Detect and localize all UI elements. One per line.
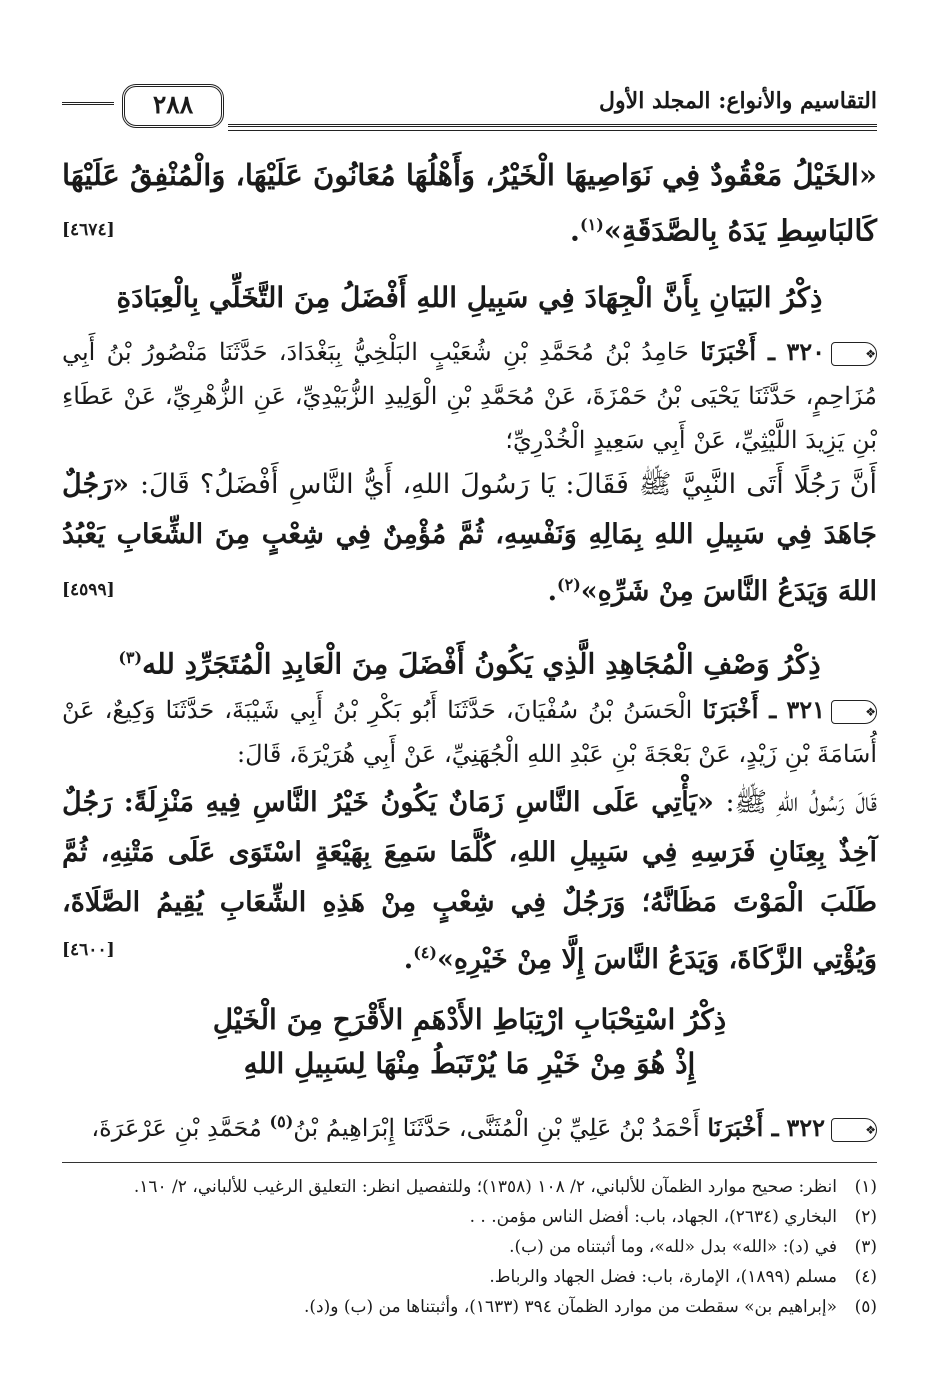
heading-text: ذِكْرُ وَصْفِ الْمُجَاهِدِ الَّذِي يَكُونُ أَفْضَلَ مِنَ الْعَابِدِ الْمُتَجَرِّدِ لله [142, 647, 821, 681]
book-page [62, 60, 877, 1350]
page-number: ٢٨٨ [122, 84, 224, 128]
hadith-ref: [٤٥٩٩] [62, 580, 115, 600]
hadith-ref: [٤٦٧٤] [62, 220, 115, 240]
footnote-number: (٥) [854, 1297, 877, 1317]
section-heading: إِذْ هُوَ مِنْ خَيْرِ مَا يُرْتَبَطُ مِنْهَا لِسَبِيلِ اللهِ [243, 1047, 696, 1080]
footnote-number: (٤) [854, 1267, 877, 1287]
hadith-320-isnad [62, 330, 877, 462]
footnote-mark: (٢) [557, 575, 581, 594]
period: . [569, 213, 581, 248]
hadith-ref: [٤٦٠٠] [62, 940, 115, 960]
isnad-text: الْحَسَنُ بْنُ سُفْيَانَ، حَدَّثَنَا أَبُو بَكْرِ بْنُ أَبِي شَيْبَةَ، حَدَّثَنَا وَكِيعٌ، عَنْ أُسَامَةَ بْنِ زَيْدٍ، عَنْ بَعْجَةَ بْنِ عَبْدِ اللهِ الْجُهَنِيِّ، عَنْ أَبِي هُرَيْرَةَ، قَالَ: [62, 696, 877, 768]
hadith-ornament-icon: ❖ [831, 1118, 877, 1142]
footnote-mark: (٣) [118, 648, 143, 667]
footnote-mark: (١) [580, 215, 604, 234]
matn-text: «رَجُلٌ جَاهَدَ فِي سَبِيلِ اللهِ بِمَالِهِ وَنَفْسِهِ، ثُمَّ مُؤْمِنٌ فِي شِعْبٍ مِنَ الشِّعَابِ يَعْبُدُ اللهَ وَيَدَعُ النَّاسَ مِنْ شَرِّهِ» [62, 469, 877, 607]
footnote-number: (١) [854, 1177, 877, 1197]
hadith-ornament-icon: ❖ [831, 700, 877, 724]
header-rule-right-thin [228, 130, 877, 131]
footnote-text: انظر: صحيح موارد الظمآن للألباني، ٢/ ١٠٨ (١٣٥٨)؛ وللتفصيل انظر: التعليق الرغيب للألباني، ٢/ ١٦٠. [133, 1177, 837, 1197]
footnote-text: في (د): «الله» بدل «لله»، وما أثبتناه من (ب). [509, 1237, 837, 1257]
header-rule-right [228, 124, 877, 127]
hadith-321-matn [62, 778, 877, 985]
isnad-text: حَامِدُ بْنُ مُحَمَّدِ بْنِ شُعَيْبٍ البَلْخِيُّ بِبَغْدَادَ، حَدَّثَنَا مَنْصُورُ بْنُ أَبِي مُزَاحِمٍ، حَدَّثَنَا يَحْيَى بْنُ حَمْزَةَ، عَنْ مُحَمَّدِ بْنِ الْوَلِيدِ الزُّبَيْدِيِّ، عَنِ الزُّهْرِيِّ، عَنْ عَطَاءِ بْنِ يَزِيدَ اللَّيْثِيِّ، عَنْ أَبِي سَعِيدٍ الْخُدْرِيِّ؛ [62, 338, 878, 454]
header-rule-left [62, 102, 114, 105]
matn-intro: أَنَّ رَجُلًا أَتَى النَّبِيَّ ﷺ فَقَالَ: يَا رَسُولَ اللهِ، أَيُّ النَّاسِ أَفْضَلُ؟ قَالَ: [139, 469, 878, 500]
matn-text: «يَأْتِي عَلَى النَّاسِ زَمَانٌ يَكُونُ خَيْرُ النَّاسِ فِيهِ مَنْزِلَةً: رَجُلٌ آخِذٌ بِعِنَانِ فَرَسِهِ فِي سَبِيلِ اللهِ، كُلَّمَا سَمِعَ بِهَيْعَةٍ اسْتَوَى عَلَى مَتْنِهِ، ثُمَّ طَلَبَ الْمَوْتَ مَظَانَّهُ؛ وَرَجُلٌ فِي شِعْبٍ مِنْ هَذِهِ الشِّعَابِ يُقِيمُ الصَّلَاةَ، وَيُؤْتِي الزَّكَاةَ، وَيَدَعُ النَّاسَ إِلَّا مِنْ خَيْرِهِ» [62, 787, 877, 975]
hadith-line: كَالبَاسِطِ يَدَهُ بِالصَّدَقَةِ» [603, 213, 877, 248]
footnote [62, 1202, 877, 1232]
footnote [62, 1262, 877, 1292]
hadith-number: ٣٢٠ [786, 337, 825, 366]
period: . [403, 944, 414, 975]
footnote-text: مسلم (١٨٩٩)، الإمارة، باب: فضل الجهاد والرباط. [489, 1267, 837, 1287]
page-header [62, 88, 877, 128]
footnote-mark: (٥) [269, 1112, 294, 1131]
hadith-text-block1 [62, 150, 877, 256]
hadith-320-matn [62, 460, 877, 617]
footnote [62, 1292, 877, 1322]
footnote-number: (٣) [854, 1237, 877, 1257]
running-title: التقاسيم والأنواع: المجلد الأول [599, 88, 877, 114]
hadith-ornament-icon: ❖ [831, 342, 877, 366]
footnote [62, 1232, 877, 1262]
footnote [62, 1172, 877, 1202]
hadith-321-isnad [62, 688, 877, 776]
hadith-label: ـ أَخْبَرَنَا [707, 1113, 779, 1142]
matn-intro: قَالَ رَسُولُ اللهِ ﷺ: [725, 787, 877, 818]
hadith-line: «الخَيْلُ مَعْقُودٌ فِي نَوَاصِيهَا الْخَيْرُ، وَأَهْلُهَا مُعَانُونَ عَلَيْهَا، وَالْمُنْفِقُ عَلَيْهَا [62, 158, 877, 192]
footnote-mark: (٤) [413, 943, 437, 962]
isnad-text: أَحْمَدُ بْنُ عَلِيِّ بْنِ الْمُثَنَّى، حَدَّثَنَا إِبْرَاهِيمُ بْنُ [293, 1114, 700, 1142]
hadith-number: ٣٢٢ [786, 1113, 825, 1142]
footnote-text: البخاري (٢٦٣٤)، الجهاد، باب: أفضل الناس مؤمن. . . [469, 1207, 837, 1227]
footnote-divider [62, 1162, 877, 1163]
section-heading: ذِكْرُ البَيَانِ بِأَنَّ الْجِهَادَ فِي سَبِيلِ اللهِ أَفْضَلُ مِنَ التَّخَلِّي بِالْعِبَادَةِ [116, 281, 823, 314]
footnote-number: (٢) [854, 1207, 877, 1227]
period: . [547, 576, 558, 607]
section-heading: ذِكْرُ اسْتِحْبَابِ ارْتِبَاطِ الأَدْهَمِ الأَقْرَحِ مِنَ الْخَيْلِ [212, 1003, 727, 1036]
hadith-322-isnad [62, 1100, 877, 1150]
hadith-label: ـ أَخْبَرَنَا [700, 337, 776, 366]
isnad-text: مُحَمَّدِ بْنِ عَرْعَرَةَ، [91, 1114, 262, 1142]
section-heading [62, 636, 877, 686]
hadith-number: ٣٢١ [786, 695, 825, 724]
footnote-text: «إبراهيم بن» سقطت من موارد الظمآن ٣٩٤ (١٦٣٣)، وأثبتناها من (ب) و(د). [304, 1297, 837, 1317]
hadith-label: ـ أَخْبَرَنَا [702, 695, 777, 724]
